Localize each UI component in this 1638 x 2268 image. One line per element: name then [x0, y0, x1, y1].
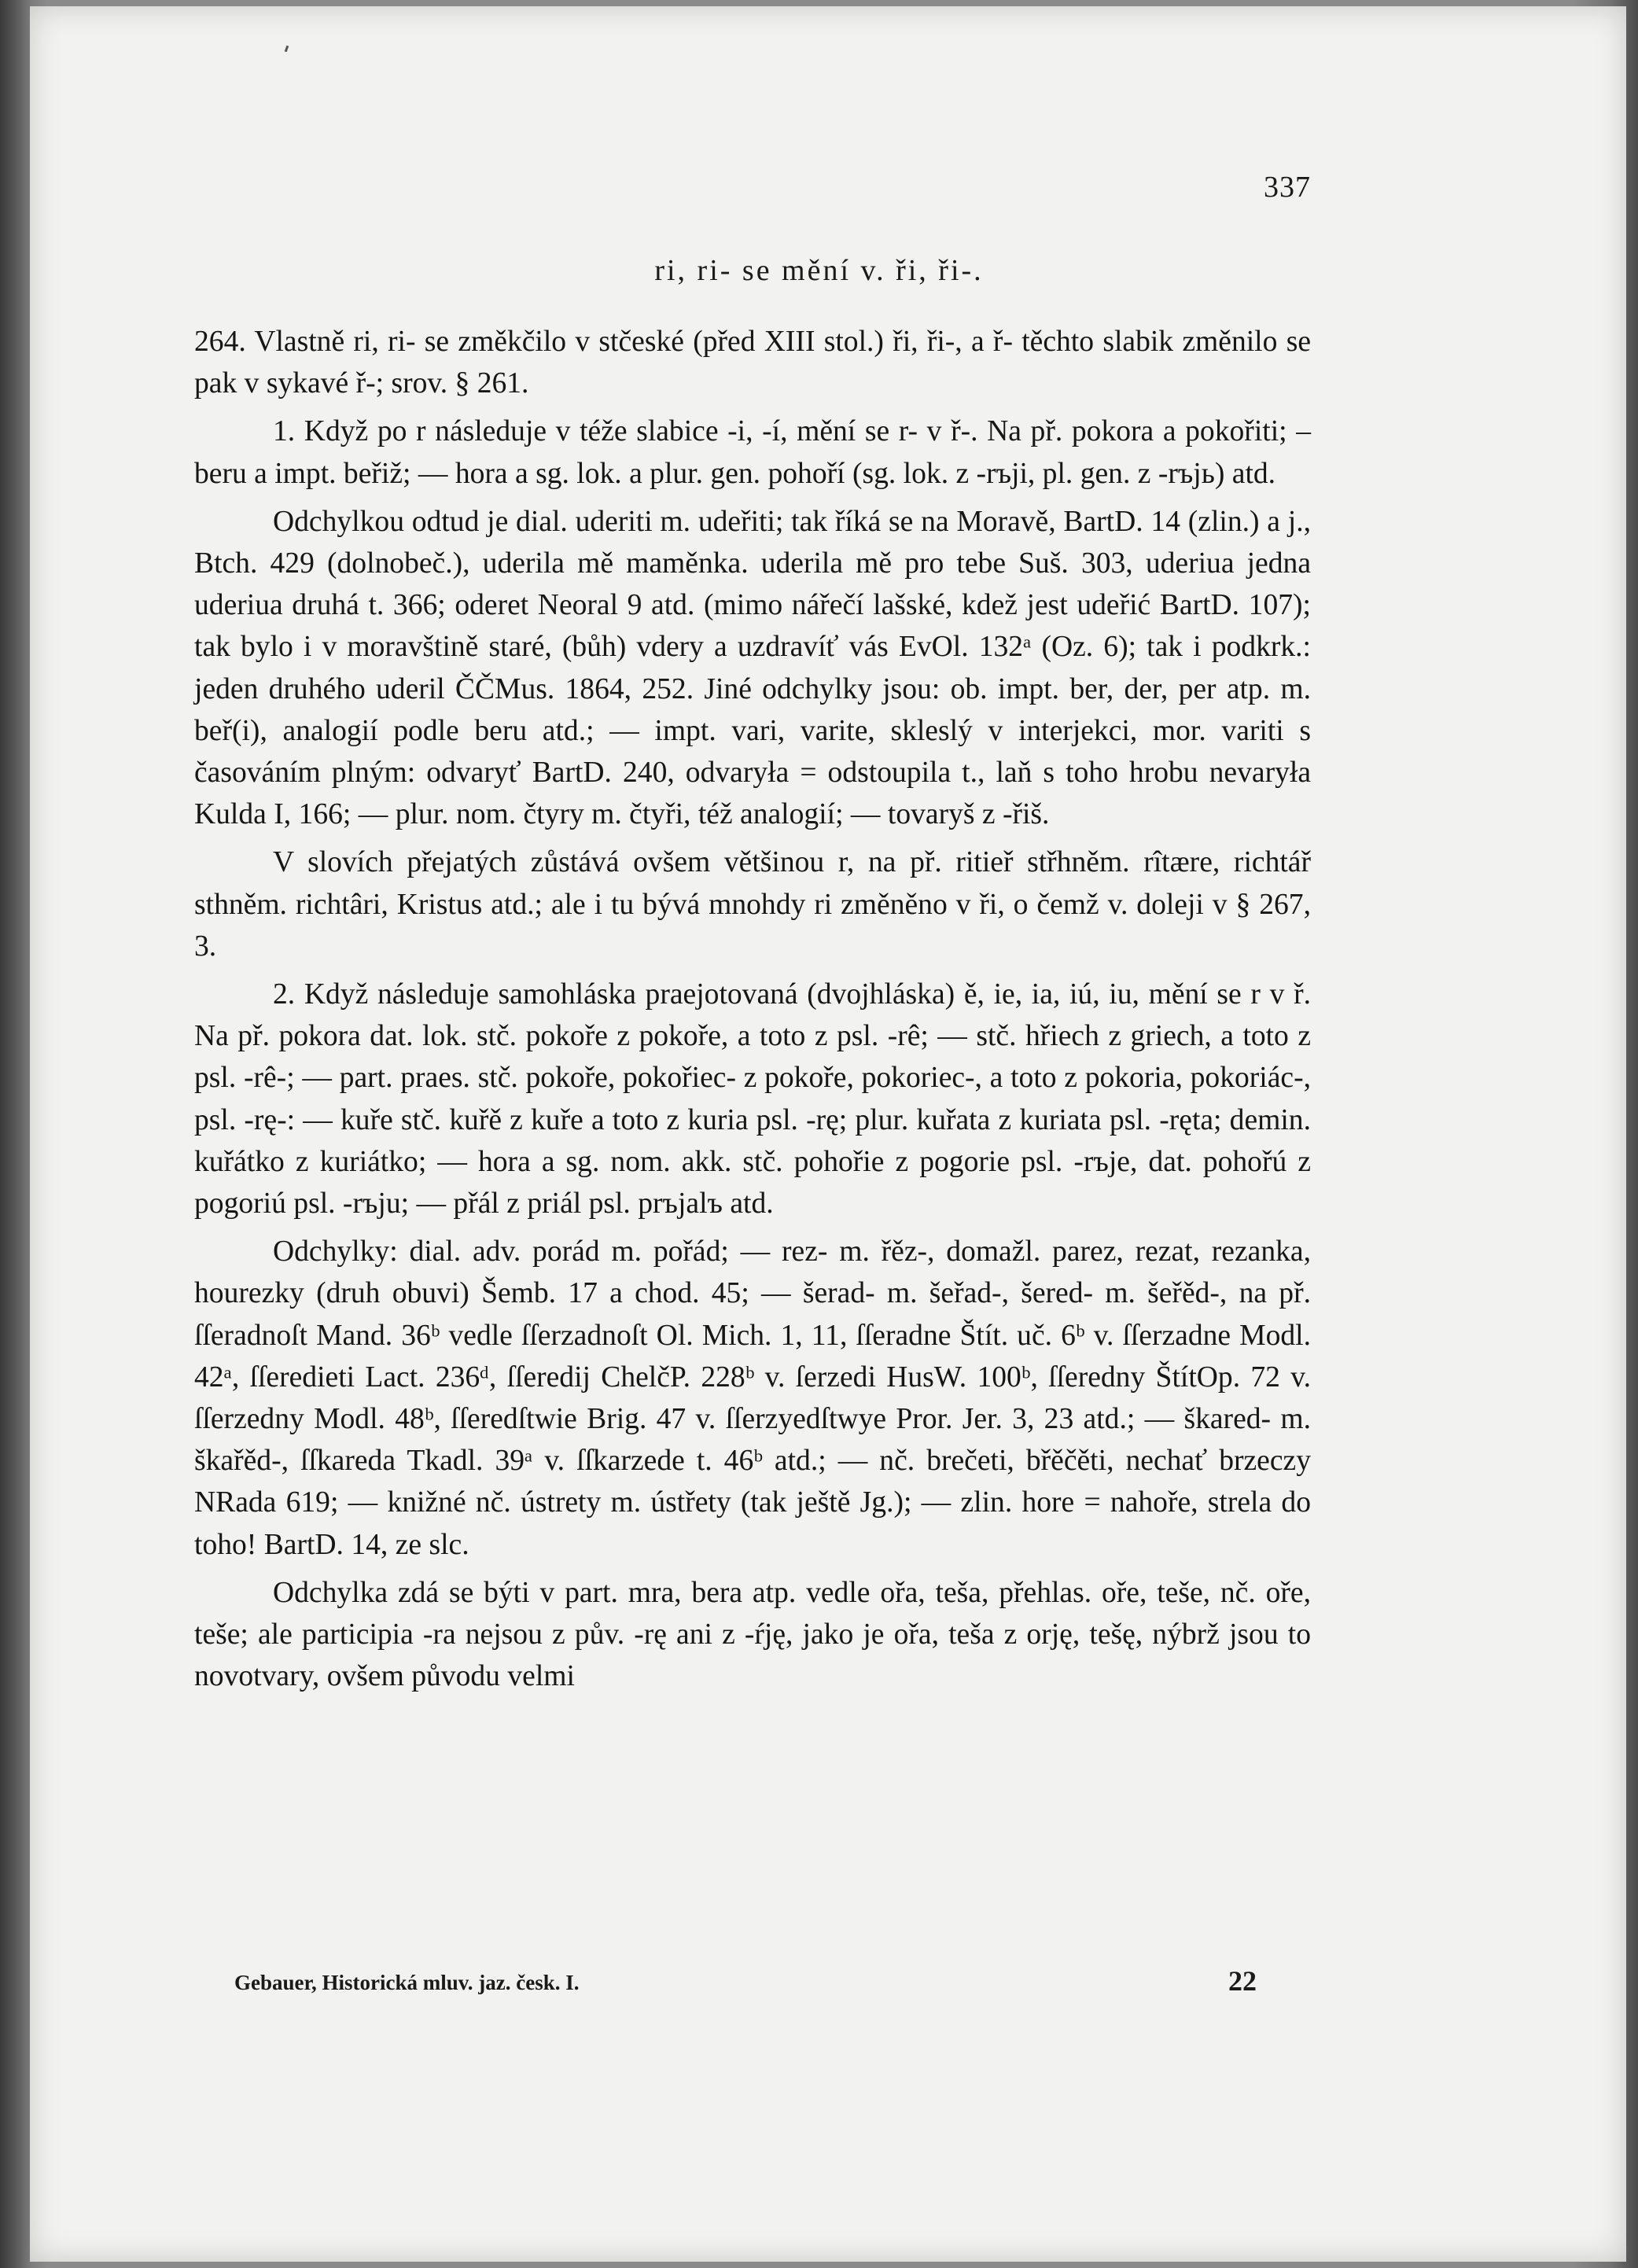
page-footer	[234, 1965, 1257, 1997]
main-text	[194, 321, 1311, 1704]
dust-speck	[285, 46, 289, 53]
running-head: ri, ri- se mění v. ři, ři-.	[654, 254, 984, 287]
footer-signature: 22	[1228, 1965, 1257, 1997]
paragraph-loanwords: V slovích přejatých zůstává ovšem většinou r, na př. ritieř střhněm. rîtære, richtář sthněm. richtâri, Kristus atd.; ale i tu bývá mnohdy ri změněno v ři, o čemž v. doleji v § 267, 3.	[194, 846, 1311, 963]
footer-source: Gebauer, Historická mluv. jaz. česk. I.	[234, 1971, 580, 1994]
paragraph-exceptions-2: Odchylky: dial. adv. porád m. pořád; — rez- m. řěz-, domažl. parez, rezat, rezanka, hourezky (druh obuvi) Šemb. 17 a chod. 45; — šerad- m. šeřad-, šered- m. šeřěd-, na př. ſſeradnoſt Mand. 36ᵇ vedle ſſerzadnoſt Ol. Mich. 1, 11, ſſeradne Štít. uč. 6ᵇ v. ſſerzadne Modl. 42ᵃ, ſſeredieti Lact. 236ᵈ, ſſeredij ChelčP. 228ᵇ v. ſerzedi HusW. 100ᵇ, ſſeredny ŠtítOp. 72 v. ſſerzedny Modl. 48ᵇ, ſſeredſtwie Brig. 47 v. ſſerzyedſtwye Pror. Jer. 3, 23 atd.; — škared- m. škařěd-, ſſkareda Tkadl. 39ᵃ v. ſſkarzede t. 46ᵇ atd.; — nč. brečeti, břěčěti, nechať brzeczy NRada 619; — knižné nč. ústrety m. ústřety (tak ještě Jg.); — zlin. hore = nahoře, strela do toho! BartD. 14, ze slc.	[194, 1235, 1311, 1561]
page-number: 337	[1264, 171, 1311, 204]
paragraph-exceptions-1: Odchylkou odtud je dial. uderiti m. udeřiti; tak říká se na Moravě, BartD. 14 (zlin.) a j., Btch. 429 (dolnobeč.), uderila mě maměnka. uderila mě pro tebe Suš. 303, uderiua jedna uderiua druhá t. 366; oderet Neoral 9 atd. (mimo nářečí lašské, kdež jest udeřić BartD. 107); tak bylo i v moravštině staré, (bůh) vdery a uzdravíť vás EvOl. 132ᵃ (Oz. 6); tak i podkrk.: jeden druhého uderil ČČMus. 1864, 252. Jiné odchylky jsou: ob. impt. ber, der, per atp. m. beř(i), analogií podle beru atd.; — impt. vari, varite, skleslý v interjekci, mor. variti s časováním plným: odvaryť BartD. 240, odvaryła = odstoupila t., laň s toho hrobu nevaryła Kulda I, 166; — plur. nom. čtyry m. čtyři, též analogií; — tovaryš z -řiš.	[194, 505, 1311, 831]
paragraph-participle-note: Odchylka zdá se býti v part. mra, bera atp. vedle ořa, teša, přehlas. oře, teše, nč. oře, teše; ale participia -ra nejsou z pův. -rę ani z -ŕję, jako je ořa, teša z orję, tešę, nýbrž jsou to novotvary, ovšem původu velmi	[194, 1576, 1311, 1693]
paragraph-rule-2: 2. Když následuje samohláska praejotovaná (dvojhláska) ě, ie, ia, iú, iu, mění se r v ř. Na př. pokora dat. lok. stč. pokoře z pokoře, a toto z psl. -rê; — stč. hřiech z griech, a toto z psl. -rê-; — part. praes. stč. pokoře, pokořiec- z pokoře, pokoriec-, a toto z pokoria, pokoriác-, psl. -rę-: — kuře stč. kuřě z kuře a toto z kuria psl. -rę; plur. kuřata z kuriata psl. -ręta; demin. kuřátko z kuriátko; — hora a sg. nom. akk. stč. pohořie z pogorie psl. -rъje, dat. pohořú z pogoriú psl. -rъju; — přál z priál psl. prъjalъ atd.	[194, 978, 1311, 1221]
paragraph-section-264: 264. Vlastně ri, ri- se změkčilo v stčeské (před XIII stol.) ři, ři-, a ř- těchto slabik změnilo se pak v sykavé ř-; srov. § 261.	[194, 326, 1311, 400]
paragraph-rule-1: 1. Když po r následuje v téže slabice -i, -í, mění se r- v ř-. Na př. pokora a pokořiti; – beru a impt. beřiž; — hora a sg. lok. a plur. gen. pohoří (sg. lok. z -rъji, pl. gen. z -rъjь) atd.	[194, 415, 1311, 490]
